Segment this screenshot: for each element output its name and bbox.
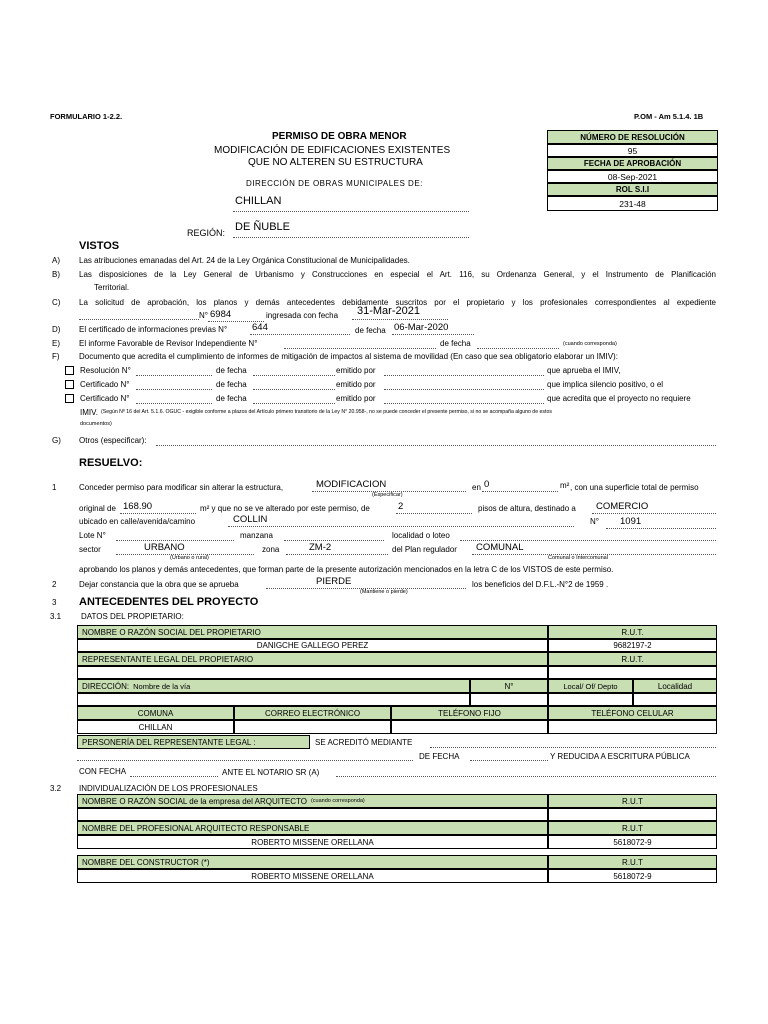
f-note: (Según Nº 16 del Art. 5.1.6. OGUC - exigible conforme a plazos del Artículo primero transitorio de la Ley N° 20.958-, no se puede conceder el presente permiso, si no se acompaña alguno de estos (101, 409, 552, 415)
f-row2-fecha: de fecha (216, 380, 247, 389)
vistos-g-text: Otros (especificar): (79, 436, 147, 445)
mobile-header (548, 706, 717, 720)
acredito-underline (430, 747, 716, 748)
r1d-localidad-underline (460, 540, 716, 541)
vistos-title: VISTOS (79, 240, 120, 252)
r2-note: (Mantiene o pierde) (360, 589, 408, 595)
reducida-label: Y REDUCIDA A ESCRITURA PÚBLICA (550, 752, 690, 761)
r1b-floors-underline (396, 513, 472, 514)
comuna-value: CHILLAN (138, 722, 173, 732)
r1f-text: aprobando los planos y demás antecedentes, que forman parte de la presente autorización mencionados en la letra C de los VISTOS de este permiso. (79, 565, 614, 574)
d-n-underline (250, 334, 350, 335)
r2-text: Dejar constancia que la obra que se aprueba (79, 580, 239, 589)
architect-firm-label: NOMBRE O RAZÓN SOCIAL de la empresa del ARQUITECTO (82, 796, 307, 806)
c-n-label: N° (199, 311, 208, 320)
d-date-underline (392, 334, 474, 335)
f-certificate-checkbox-2[interactable] (65, 394, 74, 403)
r1e-plan-value[interactable]: COMUNAL (476, 542, 524, 553)
dom-value[interactable]: CHILLAN (235, 195, 282, 207)
c-date-value[interactable]: 31-Mar-2021 (357, 305, 420, 317)
email-header (234, 706, 391, 720)
personeria-label: PERSONERÍA DEL REPRESENTANTE LEGAL : (82, 737, 256, 747)
con-fecha-label: CON FECHA (79, 767, 127, 776)
f-row1-label: Resolución N° (80, 366, 131, 375)
c-leading-line (79, 319, 199, 320)
dom-underline (233, 211, 469, 212)
f-row2-emitido: emitido por (336, 380, 376, 389)
rep-label: REPRESENTANTE LEGAL DEL PROPIETARIO (82, 654, 254, 664)
r1e-plan: del Plan regulador (392, 545, 457, 554)
architect-firm-rut-header (548, 794, 717, 808)
f-row3-fecha: de fecha (216, 394, 247, 403)
owner-name-cell[interactable] (77, 639, 548, 652)
approval-date-value[interactable]: 08-Sep-2021 (547, 170, 718, 183)
f-row2-emitido-line (384, 389, 544, 390)
r2-tail: los beneficios del D.F.L.-N°2 de 1959 . (472, 580, 609, 589)
r1-spec: (Especificar) (372, 492, 403, 498)
architect-name-cell[interactable] (77, 835, 548, 849)
r1-m2: m² (560, 481, 570, 490)
f-row3-label: Certificado N° (80, 394, 130, 403)
f-row3-end: que acredita que el proyecto no requiere (547, 394, 691, 403)
address-number-cell[interactable] (470, 693, 548, 706)
r1-area[interactable]: 0 (484, 479, 490, 490)
vistos-c-line: La solicitud de aprobación, los planos y demás antecedentes debidamente suscritos por el propietario y los profesionales correspondientes al expediente (79, 298, 716, 307)
reference-code: P.OM - Am 5.1.4. 1B (634, 112, 704, 121)
constructor-label: NOMBRE DEL CONSTRUCTOR (*) (82, 857, 210, 867)
g-underline (156, 445, 716, 446)
mobile-label: TELÉFONO CELULAR (591, 708, 674, 718)
constructor-name-value: ROBERTO MISSENE ORELLANA (251, 871, 374, 881)
comuna-header (77, 706, 234, 720)
email-cell[interactable] (234, 720, 391, 734)
comuna-label: COMUNA (137, 708, 174, 718)
r1d-lote: Lote N° (79, 531, 106, 540)
vistos-a-text: Las atribuciones emanadas del Art. 24 de la Ley Orgánica Constitucional de Municipalidades. (79, 256, 410, 265)
section-3-title: ANTECEDENTES DEL PROYECTO (79, 596, 259, 608)
r1d-manzana: manzana (240, 531, 273, 540)
dom-label: DIRECCIÓN DE OBRAS MUNICIPALES DE: (246, 179, 423, 188)
resolution-number-label: NÚMERO DE RESOLUCIÓN (547, 130, 718, 144)
r1e-sector-note: (Urbano o rural) (170, 555, 209, 561)
section-3-2-title: INDIVIDUALIZACIÓN DE LOS PROFESIONALES (79, 784, 258, 793)
r1-text: Conceder permiso para modificar sin alterar la estructura, (79, 483, 284, 492)
vistos-d-letter: D) (52, 325, 61, 334)
r1e-zona: zona (262, 545, 280, 554)
c-date-label: ingresada con fecha (266, 311, 339, 320)
resuelvo-1-number: 1 (52, 483, 57, 492)
d-n-value[interactable]: 644 (252, 322, 268, 333)
r1c-street[interactable]: COLLIN (233, 514, 268, 525)
f-row1-emitido: emitido por (336, 366, 376, 375)
mobile-cell[interactable] (548, 720, 717, 734)
r2-value[interactable]: PIERDE (316, 576, 352, 587)
rep-rut-header (548, 652, 717, 666)
vistos-g-letter: G) (52, 436, 61, 445)
r1e-plan-note: Comunal o Intercomunal (548, 555, 608, 561)
phone-label: TELÉFONO FIJO (438, 708, 501, 718)
owner-rut-header (548, 625, 717, 639)
architect-label: NOMBRE DEL PROFESIONAL ARQUITECTO RESPONSABLE (82, 823, 310, 833)
r1-tail: , con una superficie total de permiso (570, 483, 699, 492)
section-3-number: 3 (52, 598, 57, 607)
constructor-rut-cell[interactable] (548, 869, 717, 883)
form-title: PERMISO DE OBRA MENOR (272, 131, 407, 142)
rol-value[interactable]: 231-48 (547, 196, 718, 211)
email-label: CORREO ELECTRÓNICO (264, 708, 361, 718)
c-n-value[interactable]: 6984 (210, 309, 232, 320)
address-locality-label: Localidad (657, 681, 693, 691)
c-date-underline (352, 319, 448, 320)
resolution-number-value[interactable]: 95 (547, 144, 718, 157)
rol-label: ROL S.I.I (547, 183, 718, 196)
vistos-f-text: Documento que acredita el cumplimiento de informes de mitigación de impactos al sistema de movilidad (En caso que sea obligatorio elaborar un IMIV): (79, 352, 618, 361)
address-local-cell[interactable] (548, 693, 633, 706)
architect-rut-label: R.U.T (622, 823, 643, 833)
r1b-use-underline (592, 513, 716, 514)
constructor-rut-value: 5618072-9 (613, 871, 652, 881)
constructor-rut-header (548, 855, 717, 869)
r1c-n-underline (606, 528, 716, 529)
owner-name-value: DANIGCHE GALLEGO PEREZ (256, 641, 369, 650)
r1b-text: original de (79, 504, 116, 513)
f-row1-date-line (253, 375, 335, 376)
r1c-text: ubicado en calle/avenida/camino (79, 517, 196, 526)
owner-rut-label: R.U.T. (621, 627, 644, 637)
r1e-zona-value[interactable]: ZM-2 (309, 542, 332, 553)
f-row2-date-line (253, 389, 335, 390)
address-street-cell[interactable] (77, 693, 470, 706)
address-local-header (548, 679, 633, 693)
r1c-street-underline (228, 526, 574, 527)
region-underline (233, 237, 469, 238)
owner-rut-cell[interactable] (548, 639, 717, 652)
architect-header (77, 821, 548, 835)
address-number-header (470, 679, 548, 693)
address-locality-cell[interactable] (633, 693, 717, 706)
r1b-use[interactable]: COMERCIO (596, 501, 649, 512)
architect-rut-value: 5618072-9 (613, 837, 652, 847)
f-row3-n-line (136, 403, 212, 404)
form-subtitle-1: MODIFICACIÓN DE EDIFICACIONES EXISTENTES (214, 145, 451, 156)
constructor-name-cell[interactable] (77, 869, 548, 883)
architect-rut-header (548, 821, 717, 835)
rep-rut-cell[interactable] (548, 666, 717, 679)
f-note-lead: IMIV. (80, 408, 98, 417)
f-row1-end: que aprueba el IMIV, (547, 366, 621, 375)
e-date-label: de fecha (440, 339, 471, 348)
architect-firm-rut-label: R.U.T (622, 796, 643, 806)
notario-label: ANTE EL NOTARIO SR (A) (222, 768, 320, 777)
f-row2-end: que implica silencio positivo, o el (547, 380, 664, 389)
rep-name-cell[interactable] (77, 666, 548, 679)
rep-header (77, 652, 548, 666)
address-label: DIRECCIÓN: (82, 681, 130, 691)
f-row1-fecha: de fecha (216, 366, 247, 375)
vistos-b-text (79, 270, 716, 279)
r1d-manzana-underline (284, 540, 384, 541)
phone-header (391, 706, 548, 720)
owner-rut-value: 9682197-2 (613, 641, 652, 650)
r1b-floors[interactable]: 2 (398, 501, 404, 512)
r1-value[interactable]: MODIFICACION (316, 479, 387, 490)
region-value[interactable]: DE ÑUBLE (235, 221, 291, 233)
vistos-a-letter: A) (52, 256, 60, 265)
vistos-b-letter: B) (52, 270, 60, 279)
architect-rut-cell[interactable] (548, 835, 717, 849)
section-3-1-number: 3.1 (50, 612, 62, 621)
approval-date-label: FECHA DE APROBACIÓN (547, 157, 718, 170)
region-label: REGIÓN: (187, 228, 226, 238)
architect-firm-rut-cell[interactable] (548, 808, 717, 821)
r1b-mid: m² y que no se ve alterado por este permiso, de (200, 504, 370, 513)
r1b-tail: pisos de altura, destinado a (478, 504, 576, 513)
personeria-line-2 (77, 760, 413, 761)
vistos-b-line1: Las disposiciones de la Ley General de Urbanismo y Construcciones en especial el Art. 116, su Ordenanza General, y el Instrumento de Planificación (79, 270, 716, 279)
r1e-zona-underline (286, 554, 388, 555)
vistos-e-text: El informe Favorable de Revisor Independiente N° (79, 339, 258, 348)
d-date-value[interactable]: 06-Mar-2020 (394, 322, 449, 333)
f-row3-emitido: emitido por (336, 394, 376, 403)
r1b-area-underline (120, 513, 196, 514)
r1c-n-label: N° (590, 517, 599, 526)
rep-rut-label: R.U.T. (621, 654, 644, 664)
constructor-header (77, 855, 548, 869)
r1d-lote-underline (116, 540, 234, 541)
f-row2-n-line (136, 389, 212, 390)
r1-area-underline (482, 491, 558, 492)
acredito-label: SE ACREDITÓ MEDIANTE (315, 738, 413, 747)
d-date-label: de fecha (355, 326, 386, 335)
f-resolution-checkbox[interactable] (65, 366, 74, 375)
f-row1-emitido-line (384, 375, 544, 376)
section-3-1-title: DATOS DEL PROPIETARIO: (81, 612, 184, 621)
section-3-2-number: 3.2 (50, 784, 62, 793)
r1b-area[interactable]: 168.90 (123, 501, 153, 512)
form-subtitle-2: QUE NO ALTEREN SU ESTRUCTURA (248, 157, 423, 168)
address-header (77, 679, 470, 693)
e-date-underline (477, 348, 559, 349)
r1c-n-value[interactable]: 1091 (620, 516, 642, 527)
personeria-header (77, 735, 310, 749)
address-sublabel: Nombre de la vía (133, 681, 191, 691)
architect-name-value: ROBERTO MISSENE ORELLANA (251, 837, 374, 847)
con-fecha-underline (130, 776, 218, 777)
architect-firm-cell[interactable] (77, 808, 548, 821)
vistos-d-text: El certificado de informaciones previas N° (79, 325, 228, 334)
vistos-e-letter: E) (52, 339, 60, 348)
f-row3-date-line (253, 403, 335, 404)
f-certificate-checkbox-1[interactable] (65, 380, 74, 389)
constructor-rut-label: R.U.T (622, 857, 643, 867)
owner-name-header (77, 625, 548, 639)
f-row3-emitido-line (384, 403, 544, 404)
r1d-localidad: localidad o loteo (392, 531, 450, 540)
resuelvo-2-number: 2 (52, 580, 57, 589)
f-row2-label: Certificado N° (80, 380, 130, 389)
vistos-b-text2: Territorial. (94, 283, 130, 292)
address-number-label: N° (504, 681, 514, 691)
e-n-underline (284, 348, 436, 349)
resuelvo-title: RESUELVO: (79, 457, 143, 469)
architect-firm-header (77, 794, 548, 808)
address-locality-header (633, 679, 717, 693)
r1e-sector-value[interactable]: URBANO (144, 542, 185, 553)
architect-firm-note: (cuando corresponda) (310, 798, 365, 804)
owner-name-label: NOMBRE O RAZÓN SOCIAL DEL PROPIETARIO (82, 627, 261, 637)
form-code: FORMULARIO 1-2.2. (50, 112, 123, 121)
r1e-sector: sector (79, 545, 101, 554)
de-fecha-underline (470, 760, 548, 761)
de-fecha-label: DE FECHA (419, 752, 460, 761)
phone-cell[interactable] (391, 720, 548, 734)
f-note-2: documentos) (80, 421, 112, 427)
comuna-cell[interactable] (77, 720, 234, 734)
e-note: (cuando corresponda) (563, 341, 617, 347)
f-row1-n-line (136, 375, 212, 376)
r1-en: en (472, 483, 481, 492)
address-local-label: Local/ Of/ Depto (563, 681, 618, 691)
vistos-f-letter: F) (52, 352, 60, 361)
notario-underline (336, 776, 716, 777)
vistos-c-letter: C) (52, 298, 61, 307)
